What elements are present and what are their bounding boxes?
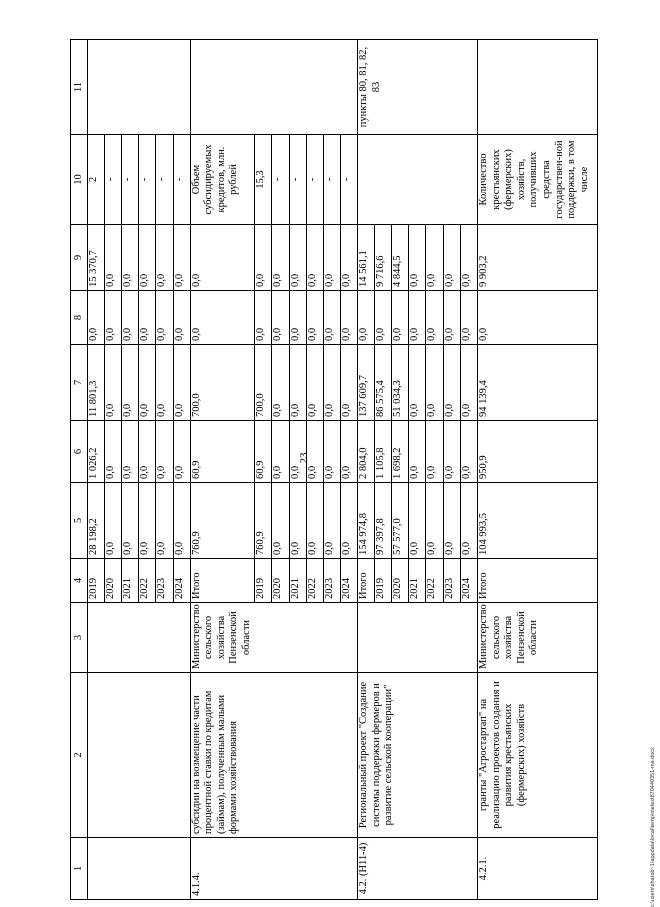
value-cell: 0,0 bbox=[289, 345, 306, 421]
value-cell: 760,9 bbox=[190, 483, 255, 559]
value-cell: 0,0 bbox=[460, 483, 477, 559]
year-cell: 2019 bbox=[375, 559, 392, 603]
value-cell: 0,0 bbox=[409, 421, 426, 483]
value-cell: 0,0 bbox=[443, 291, 460, 345]
value-cell: 0,0 bbox=[105, 225, 122, 291]
value-cell: 0,0 bbox=[340, 345, 357, 421]
header-cell: 6 bbox=[71, 421, 88, 483]
value-cell: 0,0 bbox=[340, 421, 357, 483]
value-cell: 0,0 bbox=[323, 291, 340, 345]
value-cell: 0,0 bbox=[156, 483, 173, 559]
value-cell: 0,0 bbox=[478, 291, 598, 345]
value-cell: 0,0 bbox=[272, 483, 289, 559]
value-cell: 0,0 bbox=[306, 483, 323, 559]
value-cell: 0,0 bbox=[460, 225, 477, 291]
executor-cell: Министерство сельского хозяйства Пензенской области bbox=[190, 603, 357, 673]
indicator-cell: - bbox=[122, 135, 139, 225]
value-cell: 0,0 bbox=[272, 291, 289, 345]
indicator-cell: - bbox=[272, 135, 289, 225]
page-number: 23 bbox=[298, 452, 310, 464]
header-cell: 1 bbox=[71, 838, 88, 900]
value-cell: 104 993,5 bbox=[478, 483, 598, 559]
value-cell: 9 903,2 bbox=[478, 225, 598, 291]
value-cell: 0,0 bbox=[289, 225, 306, 291]
number-cell: 4.1.4. bbox=[190, 838, 357, 900]
header-cell: 4 bbox=[71, 559, 88, 603]
ref-cell: пункты 80, 81, 82, 83 bbox=[358, 40, 478, 135]
rotated-table-container bbox=[70, 40, 598, 900]
year-cell: 2020 bbox=[392, 559, 409, 603]
value-cell: 0,0 bbox=[409, 345, 426, 421]
header-cell: 11 bbox=[71, 40, 88, 135]
header-cell: 5 bbox=[71, 483, 88, 559]
value-cell: 60,9 bbox=[255, 421, 272, 483]
value-cell: 700,0 bbox=[255, 345, 272, 421]
indicator-cell: - bbox=[306, 135, 323, 225]
year-cell: 2021 bbox=[289, 559, 306, 603]
year-cell: 2023 bbox=[323, 559, 340, 603]
value-cell: 0,0 bbox=[426, 225, 443, 291]
indicator-cell: - bbox=[289, 135, 306, 225]
value-cell: 137 609,7 bbox=[358, 345, 375, 421]
total-label-cell: Итого bbox=[358, 559, 375, 603]
indicator-cell: 2 bbox=[88, 135, 105, 225]
value-cell: 0,0 bbox=[409, 225, 426, 291]
value-cell: 11 801,3 bbox=[88, 345, 105, 421]
value-cell: 0,0 bbox=[272, 345, 289, 421]
header-cell: 9 bbox=[71, 225, 88, 291]
value-cell: 0,0 bbox=[306, 345, 323, 421]
value-cell: 0,0 bbox=[460, 345, 477, 421]
value-cell: 14 561,1 bbox=[358, 225, 375, 291]
value-cell: 0,0 bbox=[139, 291, 156, 345]
table-row bbox=[478, 40, 598, 900]
indicator-cell: - bbox=[105, 135, 122, 225]
indicator-cell bbox=[358, 135, 478, 225]
budget-table bbox=[70, 39, 598, 900]
year-cell: 2019 bbox=[255, 559, 272, 603]
value-cell: 0,0 bbox=[443, 345, 460, 421]
value-cell: 0,0 bbox=[173, 225, 190, 291]
value-cell: 0,0 bbox=[272, 421, 289, 483]
executor-cell: Министерство сельского хозяйства Пензенской области bbox=[478, 603, 598, 673]
year-cell: 2022 bbox=[139, 559, 156, 603]
value-cell: 0,0 bbox=[122, 225, 139, 291]
number-cell: 4.2.1. bbox=[478, 838, 598, 900]
value-cell: 0,0 bbox=[105, 483, 122, 559]
name-cell: субсидии на возмещение части процентной ставки по кредитам (займам), полученным малыми формами хозяйствования bbox=[190, 673, 357, 838]
executor-cell bbox=[358, 603, 478, 673]
value-cell: 2 804,0 bbox=[358, 421, 375, 483]
value-cell: 86 575,4 bbox=[375, 345, 392, 421]
table-row bbox=[358, 40, 375, 900]
value-cell: 0,0 bbox=[105, 345, 122, 421]
value-cell: 760,9 bbox=[255, 483, 272, 559]
header-cell: 2 bbox=[71, 673, 88, 838]
executor-cell bbox=[88, 603, 191, 673]
number-cell: 4.2. (Н11-4) bbox=[358, 838, 478, 900]
year-cell: 2022 bbox=[426, 559, 443, 603]
value-cell: 0,0 bbox=[173, 345, 190, 421]
indicator-cell: - bbox=[139, 135, 156, 225]
value-cell: 0,0 bbox=[289, 483, 306, 559]
value-cell: 950,9 bbox=[478, 421, 598, 483]
indicator-label-cell: Объем субсидируемых кредитов, млн. рублей bbox=[190, 135, 255, 225]
year-cell: 2019 bbox=[88, 559, 105, 603]
value-cell: 0,0 bbox=[340, 225, 357, 291]
value-cell: 0,0 bbox=[392, 291, 409, 345]
year-cell: 2020 bbox=[272, 559, 289, 603]
header-cell: 3 bbox=[71, 603, 88, 673]
indicator-cell: - bbox=[323, 135, 340, 225]
value-cell: 0,0 bbox=[426, 291, 443, 345]
ref-cell bbox=[88, 40, 191, 135]
value-cell: 0,0 bbox=[409, 291, 426, 345]
value-cell: 0,0 bbox=[139, 225, 156, 291]
footer-file-path: c:\users\sharob~1\appdata\local\temp\inetext870440351-ma.docx bbox=[650, 747, 656, 907]
value-cell: 97 397,8 bbox=[375, 483, 392, 559]
value-cell: 0,0 bbox=[306, 291, 323, 345]
value-cell: 1 105,8 bbox=[375, 421, 392, 483]
value-cell: 0,0 bbox=[323, 421, 340, 483]
header-cell: 10 bbox=[71, 135, 88, 225]
value-cell: 57 577,0 bbox=[392, 483, 409, 559]
indicator-cell: - bbox=[156, 135, 173, 225]
value-cell: 0,0 bbox=[88, 291, 105, 345]
value-cell: 1 026,2 bbox=[88, 421, 105, 483]
value-cell: 700,0 bbox=[190, 345, 255, 421]
year-cell: 2024 bbox=[340, 559, 357, 603]
indicator-cell: - bbox=[173, 135, 190, 225]
value-cell: 0,0 bbox=[105, 421, 122, 483]
total-label-cell: Итого bbox=[478, 559, 598, 603]
value-cell: 0,0 bbox=[323, 345, 340, 421]
value-cell: 0,0 bbox=[173, 483, 190, 559]
header-row bbox=[71, 40, 88, 900]
year-cell: 2024 bbox=[173, 559, 190, 603]
value-cell: 0,0 bbox=[306, 225, 323, 291]
value-cell: 0,0 bbox=[375, 291, 392, 345]
value-cell: 0,0 bbox=[323, 483, 340, 559]
year-cell: 2022 bbox=[306, 559, 323, 603]
ref-cell bbox=[190, 40, 357, 135]
indicator-label-cell: Количество крестьянских (фермерских) хозяйств, получивших средства государствен-ной поддержки, в том числе bbox=[478, 135, 598, 225]
header-cell: 7 bbox=[71, 345, 88, 421]
year-cell: 2023 bbox=[156, 559, 173, 603]
value-cell: 0,0 bbox=[156, 421, 173, 483]
value-cell: 0,0 bbox=[306, 421, 323, 483]
value-cell: 0,0 bbox=[139, 421, 156, 483]
value-cell: 0,0 bbox=[139, 483, 156, 559]
value-cell: 28 198,2 bbox=[88, 483, 105, 559]
year-cell: 2020 bbox=[105, 559, 122, 603]
year-cell: 2024 bbox=[460, 559, 477, 603]
value-cell: 0,0 bbox=[173, 291, 190, 345]
value-cell: 4 844,5 bbox=[392, 225, 409, 291]
value-cell: 9 716,6 bbox=[375, 225, 392, 291]
value-cell: 0,0 bbox=[443, 421, 460, 483]
value-cell: 0,0 bbox=[443, 483, 460, 559]
value-cell: 0,0 bbox=[156, 291, 173, 345]
value-cell: 0,0 bbox=[105, 291, 122, 345]
value-cell: 0,0 bbox=[190, 291, 255, 345]
name-cell: гранты "Агростартап" на реализацию проектов создания и развития крестьянских (фермерских) хозяйств bbox=[478, 673, 598, 838]
year-cell: 2023 bbox=[443, 559, 460, 603]
value-cell: 0,0 bbox=[460, 291, 477, 345]
year-cell: 2021 bbox=[409, 559, 426, 603]
total-label-cell: Итого bbox=[190, 559, 255, 603]
header-cell: 8 bbox=[71, 291, 88, 345]
value-cell: 0,0 bbox=[255, 225, 272, 291]
value-cell: 1 698,2 bbox=[392, 421, 409, 483]
value-cell: 0,0 bbox=[289, 291, 306, 345]
indicator-cell: - bbox=[340, 135, 357, 225]
value-cell: 0,0 bbox=[156, 345, 173, 421]
value-cell: 0,0 bbox=[323, 225, 340, 291]
value-cell: 0,0 bbox=[426, 421, 443, 483]
value-cell: 0,0 bbox=[426, 483, 443, 559]
value-cell: 0,0 bbox=[289, 421, 306, 483]
value-cell: 0,0 bbox=[122, 345, 139, 421]
table-row bbox=[190, 40, 255, 900]
value-cell: 0,0 bbox=[156, 225, 173, 291]
name-cell: Региональный проект "Создание системы поддержки фермеров и развитие сельской кооперации" bbox=[358, 673, 478, 838]
value-cell: 0,0 bbox=[122, 421, 139, 483]
indicator-cell: 15,3 bbox=[255, 135, 272, 225]
number-cell bbox=[88, 838, 191, 900]
ref-cell bbox=[478, 40, 598, 135]
value-cell: 0,0 bbox=[460, 421, 477, 483]
value-cell: 51 034,3 bbox=[392, 345, 409, 421]
value-cell: 0,0 bbox=[358, 291, 375, 345]
year-cell: 2021 bbox=[122, 559, 139, 603]
value-cell: 0,0 bbox=[122, 291, 139, 345]
name-cell bbox=[88, 673, 191, 838]
value-cell: 0,0 bbox=[190, 225, 255, 291]
value-cell: 0,0 bbox=[409, 483, 426, 559]
value-cell: 0,0 bbox=[340, 291, 357, 345]
value-cell: 0,0 bbox=[272, 225, 289, 291]
value-cell: 154 974,8 bbox=[358, 483, 375, 559]
value-cell: 60,9 bbox=[190, 421, 255, 483]
value-cell: 0,0 bbox=[426, 345, 443, 421]
value-cell: 0,0 bbox=[443, 225, 460, 291]
value-cell: 94 139,4 bbox=[478, 345, 598, 421]
value-cell: 0,0 bbox=[139, 345, 156, 421]
value-cell: 0,0 bbox=[255, 291, 272, 345]
value-cell: 0,0 bbox=[340, 483, 357, 559]
value-cell: 0,0 bbox=[122, 483, 139, 559]
table-row bbox=[88, 40, 105, 900]
value-cell: 15 370,7 bbox=[88, 225, 105, 291]
value-cell: 0,0 bbox=[173, 421, 190, 483]
